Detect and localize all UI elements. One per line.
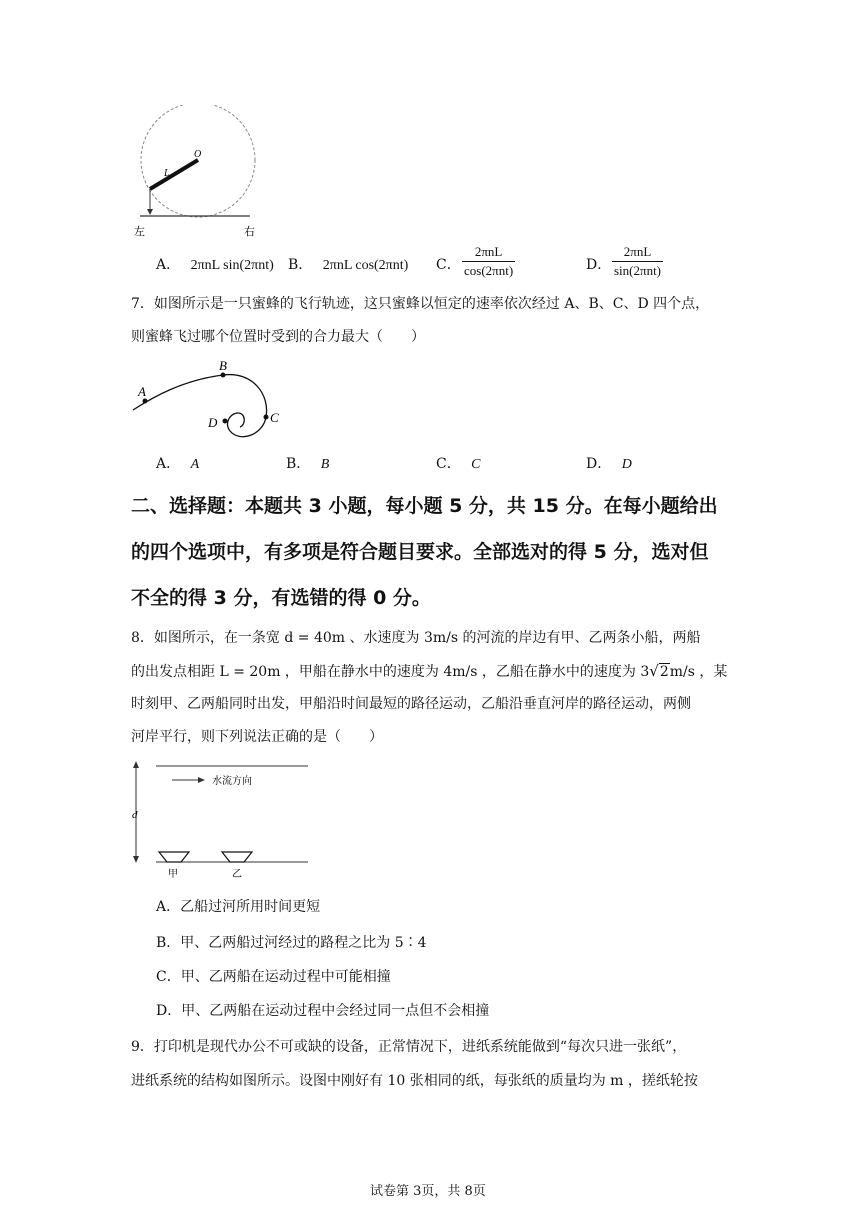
q6-option-b-expr: 2πnL cos(2πnt) — [322, 258, 409, 273]
q8-flow-arrow-head — [198, 777, 205, 783]
q7-label-b: B — [219, 358, 227, 373]
q7-point-a — [143, 399, 148, 404]
q6-option-c-fraction — [462, 244, 515, 279]
q7-option-a-val: A — [190, 457, 200, 472]
q7-option-d-val: D — [621, 457, 632, 472]
q8-sqrt-radical: √ — [649, 662, 659, 680]
q7-option-d — [586, 454, 632, 475]
q8-stem-line2 — [131, 661, 727, 682]
section2-heading-line1: 二、选择题：本题共 3 小题，每小题 5 分，共 15 分。在每小题给出 — [131, 495, 718, 517]
q7-point-c — [264, 415, 269, 420]
q8-label-d: d — [132, 809, 138, 821]
q8-stem-line4: 河岸平行，则下列说法正确的是（ ） — [131, 729, 383, 745]
page-footer: 试卷第 3页，共 8页 — [370, 1184, 486, 1199]
q6-figure — [128, 105, 268, 240]
q8-width-arrow-bottom — [133, 856, 139, 863]
q8-option-a: A．乙船过河所用时间更短 — [156, 899, 321, 915]
q7-option-b-key: B． — [286, 456, 311, 472]
q8-width-arrow-top — [133, 761, 139, 768]
q8-option-d: D．甲、乙两船在运动过程中会经过同一点但不会相撞 — [156, 1003, 490, 1019]
q7-label-a: A — [138, 384, 146, 399]
q7-figure — [128, 355, 298, 445]
q6-option-b — [288, 255, 408, 276]
q6-option-d-denominator: sin(2πnt) — [614, 263, 662, 278]
q8-boat-yi — [222, 852, 252, 862]
q7-option-c — [436, 454, 481, 475]
q6-label-o: O — [194, 149, 202, 160]
q7-option-c-val: C — [471, 457, 481, 472]
q7-label-d: D — [208, 415, 218, 430]
q6-label-l: L — [164, 168, 170, 179]
q9-stem-line1: 9．打印机是现代办公不可或缺的设备，正常情况下，进纸系统能做到“每次只进一张纸”， — [131, 1039, 687, 1055]
q7-option-b — [286, 454, 329, 475]
q8-sqrt-radicand: 2 — [659, 664, 669, 680]
q8-label-jia: 甲 — [168, 869, 178, 880]
q6-option-a — [156, 255, 274, 276]
q7-option-c-key: C． — [436, 456, 461, 472]
q7-label-c: C — [270, 410, 279, 425]
q8-boat-jia — [159, 852, 189, 862]
q7-trajectory — [133, 375, 267, 437]
q6-option-c-denominator: cos(2πnt) — [464, 263, 514, 278]
q9-stem-line2: 进纸系统的结构如图所示。设图中刚好有 10 张相同的纸，每张纸的质量均为 m ，搓纸轮按 — [131, 1073, 698, 1089]
q6-label-right: 右 — [244, 225, 255, 238]
q6-option-d-numerator: 2πnL — [612, 244, 663, 262]
q7-point-b — [221, 373, 226, 378]
section2-heading-line3: 不全的得 3 分，有选错的得 0 分。 — [131, 587, 431, 609]
q7-option-b-val: B — [320, 457, 330, 472]
q7-point-d — [223, 419, 228, 424]
q8-option-b: B．甲、乙两船过河经过的路程之比为 5∶4 — [156, 935, 427, 951]
q6-option-a-key: A． — [156, 257, 181, 273]
q8-option-c: C．甲、乙两船在运动过程中可能相撞 — [156, 969, 391, 985]
q6-rod — [150, 160, 198, 189]
section2-heading-line2: 的四个选项中，有多项是符合题目要求。全部选对的得 5 分，选对但 — [131, 541, 709, 563]
q8-stem-line2-part-c: m/s ，某 — [669, 664, 728, 680]
q7-stem-line2: 则蜜蜂飞过哪个位置时受到的合力最大（ ） — [131, 329, 425, 345]
q6-option-c-numerator: 2πnL — [462, 244, 515, 262]
q8-stem-line2-part-a: 的出发点相距 L = 20m ，甲船在静水中的速度为 4m/s ，乙船在静水中的速度为 3 — [131, 664, 650, 680]
q6-option-c-key: C． — [436, 257, 461, 273]
q8-stem-line1: 8．如图所示，在一条宽 d = 40m 、水速度为 3m/s 的河流的岸边有甲、乙两条小船，两船 — [131, 630, 701, 646]
q8-label-yi: 乙 — [232, 869, 242, 880]
q7-stem-line1: 7．如图所示是一只蜜蜂的飞行轨迹，这只蜜蜂以恒定的速率依次经过 A、B、C、D 四个点， — [131, 296, 710, 312]
q7-option-d-key: D． — [586, 456, 612, 472]
q8-label-flow: 水流方向 — [212, 776, 252, 787]
q6-option-b-key: B． — [288, 257, 313, 273]
q6-option-a-expr: 2πnL sin(2πnt) — [190, 258, 274, 273]
q7-option-a-key: A． — [156, 456, 181, 472]
q6-label-left: 左 — [134, 225, 145, 238]
q6-option-d-key: D． — [586, 257, 612, 273]
q8-stem-line3: 时刻甲、乙两船同时出发，甲船沿时间最短的路径运动，乙船沿垂直河岸的路径运动，两侧 — [131, 696, 691, 712]
q6-option-d-fraction — [612, 244, 663, 279]
q7-option-a — [156, 454, 199, 475]
q8-figure — [126, 756, 316, 881]
q6-arrow-head — [147, 209, 153, 215]
